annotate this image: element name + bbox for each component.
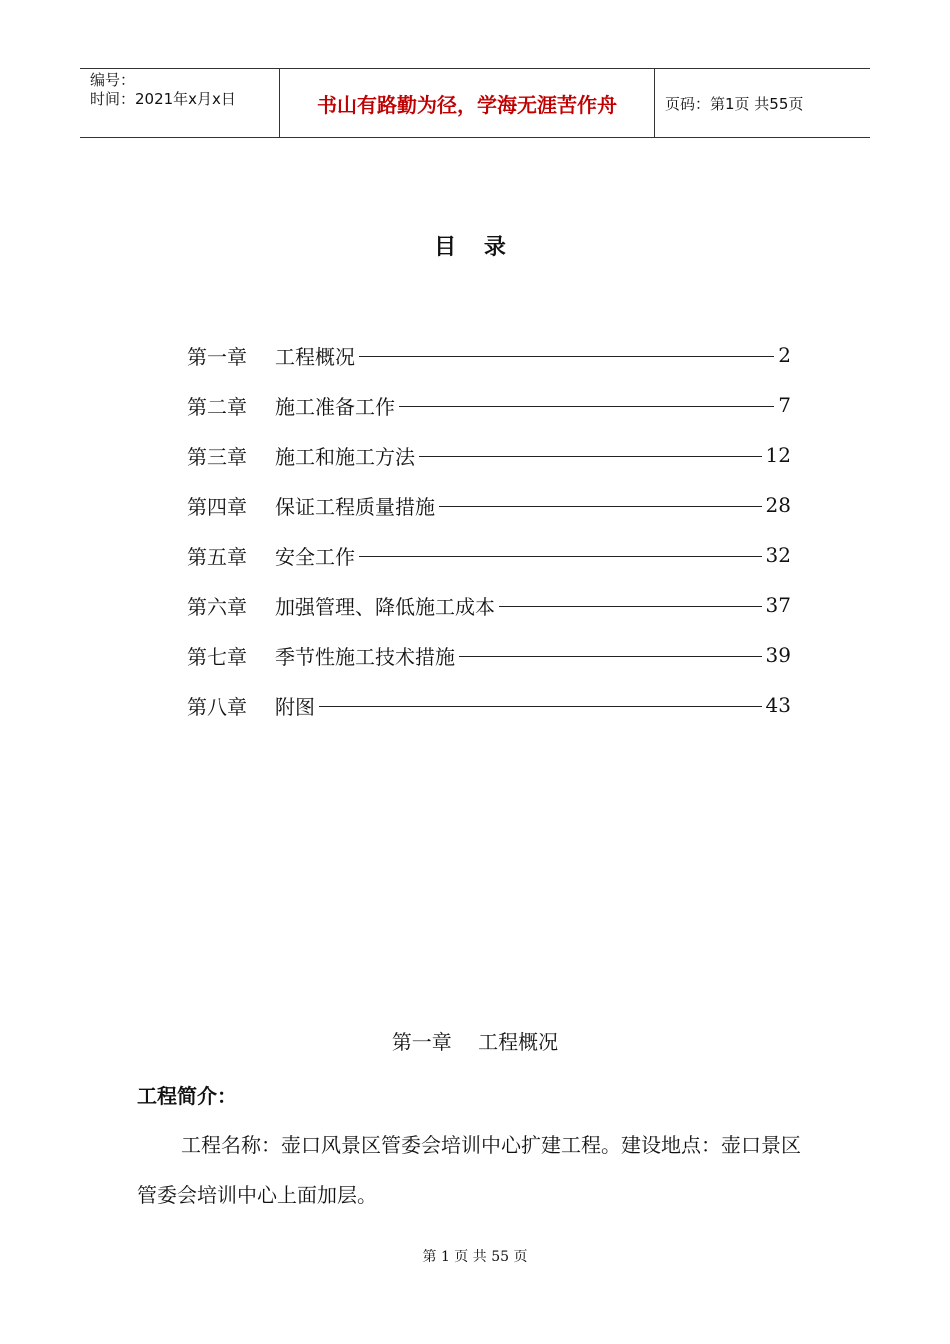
body-paragraph: 工程名称：壶口风景区管委会培训中心扩建工程。建设地点：壶口景区管委会培训中心上面加层。 (137, 1133, 801, 1207)
header-left-cell (80, 69, 280, 137)
toc-title-text: 安全工作 (275, 544, 355, 569)
header-motto: 书山有路勤为径，学海无涯苦作舟 (280, 69, 655, 137)
toc-page-number: 43 (765, 693, 791, 717)
toc-chapter: 第六章 (187, 594, 247, 619)
toc-leader (459, 656, 762, 657)
toc-title-text: 季节性施工技术措施 (275, 644, 455, 669)
toc-leader (359, 556, 762, 557)
toc-chapter: 第七章 (187, 644, 247, 669)
toc-entry[interactable] (187, 430, 791, 480)
toc-title-text: 附图 (275, 694, 315, 719)
toc-page-number: 37 (765, 593, 791, 617)
toc-page-number: 7 (778, 393, 791, 417)
page-header (80, 68, 870, 138)
toc-leader (419, 456, 762, 457)
toc-leader (359, 356, 774, 357)
toc-chapter: 第五章 (187, 544, 247, 569)
chapter-heading (0, 1026, 950, 1055)
toc-title-text: 工程概况 (275, 344, 355, 369)
toc-page-number: 39 (765, 643, 791, 667)
toc-entry[interactable] (187, 330, 791, 380)
toc-entry[interactable] (187, 630, 791, 680)
toc-title: 目 录 (434, 235, 516, 260)
chapter-heading-title: 工程概况 (478, 1030, 559, 1054)
toc-chapter: 第二章 (187, 394, 247, 419)
page-footer: 第 1 页 共 55 页 (422, 1249, 528, 1265)
document-number-label: 编号： (90, 71, 136, 89)
toc-title-text: 施工准备工作 (275, 394, 395, 419)
toc-leader (499, 606, 762, 607)
toc-leader (399, 406, 774, 407)
header-page-info: 页码：第1页 共55页 (665, 94, 804, 113)
toc-chapter: 第四章 (187, 494, 247, 519)
toc-chapter: 第三章 (187, 444, 247, 469)
toc-entry[interactable] (187, 580, 791, 630)
toc-chapter: 第一章 (187, 344, 247, 369)
toc-entry[interactable] (187, 380, 791, 430)
toc-entry[interactable] (187, 530, 791, 580)
toc-leader (439, 506, 762, 507)
section-title: 工程简介： (137, 1084, 237, 1108)
toc-chapter: 第八章 (187, 694, 247, 719)
toc-title-text: 加强管理、降低施工成本 (275, 594, 495, 619)
toc-page-number: 12 (765, 443, 791, 467)
table-of-contents (187, 330, 791, 730)
toc-page-number: 2 (778, 343, 791, 367)
chapter-heading-number: 第一章 (391, 1030, 452, 1054)
toc-title-text: 施工和施工方法 (275, 444, 415, 469)
toc-title-text: 保证工程质量措施 (275, 494, 435, 519)
toc-entry[interactable] (187, 680, 791, 730)
toc-page-number: 28 (765, 493, 791, 517)
document-date: 时间：2021年x月x日 (90, 90, 236, 108)
toc-page-number: 32 (765, 543, 791, 567)
toc-leader (319, 706, 762, 707)
toc-entry[interactable] (187, 480, 791, 530)
